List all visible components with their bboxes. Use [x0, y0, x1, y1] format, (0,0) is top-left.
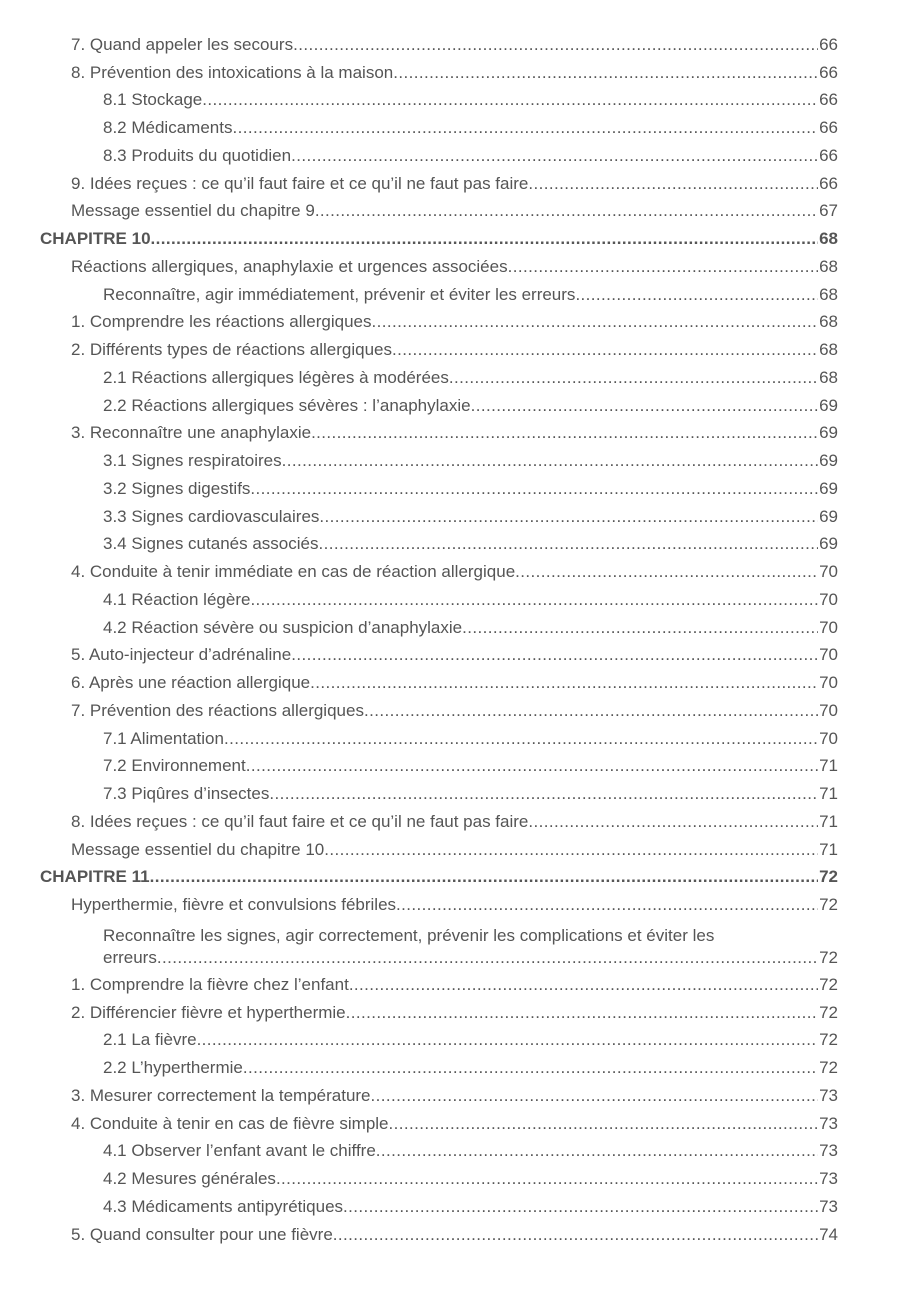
toc-page-number: 72: [819, 1002, 838, 1022]
toc-page-number: 72: [819, 1030, 838, 1050]
toc-section-entry[interactable]: [0, 59, 904, 87]
toc-page-number: 66: [819, 145, 838, 165]
toc-page-number: 74: [819, 1224, 838, 1244]
toc-entry-title: Réactions allergiques, anaphylaxie et urgences associées: [71, 256, 508, 276]
toc-entry-title: 7.2 Environnement: [103, 756, 246, 776]
table-of-contents: [0, 31, 904, 1249]
dot-leader: [202, 90, 818, 110]
toc-subsection-entry[interactable]: [0, 614, 904, 642]
dot-leader: [291, 645, 818, 665]
toc-entry-title: 4.3 Médicaments antipyrétiques: [103, 1196, 344, 1216]
toc-page-number: 72: [819, 974, 838, 994]
dot-leader: [310, 673, 818, 693]
toc-entry-title-continuation-line: [103, 948, 838, 968]
toc-subsection-entry[interactable]: [0, 1193, 904, 1221]
toc-entry-title: 7.3 Piqûres d’insectes: [103, 784, 270, 804]
toc-section-entry[interactable]: [0, 642, 904, 670]
toc-page-number: 73: [819, 1113, 838, 1133]
toc-page-number: 70: [819, 562, 838, 582]
toc-page-number: 73: [819, 1196, 838, 1216]
dot-leader: [396, 895, 818, 915]
toc-entry-title: 7. Prévention des réactions allergiques: [71, 700, 364, 720]
toc-subsection-entry[interactable]: [0, 1138, 904, 1166]
toc-subsection-entry[interactable]: [0, 919, 904, 971]
toc-page-number: 66: [819, 118, 838, 138]
toc-page-number: 69: [819, 506, 838, 526]
toc-entry-title: 3.3 Signes cardiovasculaires: [103, 506, 320, 526]
toc-page-number: 69: [819, 423, 838, 443]
toc-entry-title: 2. Différents types de réactions allergiques: [71, 340, 392, 360]
toc-section-entry[interactable]: [0, 1221, 904, 1249]
toc-subsection-entry[interactable]: [0, 725, 904, 753]
toc-section-entry[interactable]: [0, 336, 904, 364]
dot-leader: [315, 201, 818, 221]
toc-page-number: 66: [819, 173, 838, 193]
toc-page-number: 69: [819, 534, 838, 554]
toc-section-entry[interactable]: [0, 309, 904, 337]
toc-page-number: 71: [819, 839, 838, 859]
dot-leader: [575, 285, 818, 305]
toc-subsection-entry[interactable]: [0, 87, 904, 115]
toc-page-number: 71: [819, 784, 838, 804]
dot-leader: [372, 312, 819, 332]
toc-entry-title: 6. Après une réaction allergique: [71, 673, 311, 693]
toc-entry-title: 4.2 Mesures générales: [103, 1169, 276, 1189]
toc-page-number: 73: [819, 1085, 838, 1105]
toc-page-number: 68: [819, 367, 838, 387]
toc-subsection-entry[interactable]: [0, 447, 904, 475]
toc-section-entry[interactable]: [0, 669, 904, 697]
toc-entry-title: 7. Quand appeler les secours: [71, 34, 294, 54]
toc-entry-title: 2.2 L’hyperthermie: [103, 1058, 243, 1078]
dot-leader: [282, 451, 818, 471]
toc-section-entry[interactable]: [0, 1110, 904, 1138]
toc-entry-title: 4.1 Observer l’enfant avant le chiffre: [103, 1141, 376, 1161]
toc-subsection-entry[interactable]: [0, 586, 904, 614]
toc-section-entry[interactable]: [0, 836, 904, 864]
toc-section-entry[interactable]: [0, 971, 904, 999]
dot-leader: [528, 812, 818, 832]
toc-chapter-heading[interactable]: [0, 864, 904, 892]
toc-section-entry[interactable]: [0, 999, 904, 1027]
toc-entry-title: 2. Différencier fièvre et hyperthermie: [71, 1002, 346, 1022]
toc-subsection-entry[interactable]: [0, 1054, 904, 1082]
toc-page-number: 69: [819, 395, 838, 415]
toc-section-entry[interactable]: [0, 808, 904, 836]
toc-page-number: 66: [819, 90, 838, 110]
toc-section-entry[interactable]: [0, 420, 904, 448]
dot-leader: [324, 840, 818, 860]
toc-subsection-entry[interactable]: [0, 1165, 904, 1193]
toc-subsection-entry[interactable]: [0, 142, 904, 170]
toc-page-number: 68: [819, 340, 838, 360]
toc-page-number: 68: [819, 256, 838, 276]
toc-subsection-entry[interactable]: [0, 531, 904, 559]
dot-leader: [364, 701, 818, 721]
toc-subsection-entry[interactable]: [0, 364, 904, 392]
toc-section-entry[interactable]: [0, 558, 904, 586]
toc-page-number: 70: [819, 728, 838, 748]
toc-entry-title: 1. Comprendre les réactions allergiques: [71, 312, 372, 332]
toc-entry-title: 8.1 Stockage: [103, 90, 203, 110]
toc-entry-title: 5. Auto-injecteur d’adrénaline: [71, 645, 292, 665]
dot-leader: [243, 1058, 818, 1078]
dot-leader: [389, 1114, 818, 1134]
toc-page-number: 68: [819, 312, 838, 332]
toc-section-entry[interactable]: [0, 253, 904, 281]
toc-section-entry[interactable]: [0, 891, 904, 919]
toc-page-number: 73: [819, 1141, 838, 1161]
toc-entry-title: Hyperthermie, fièvre et convulsions fébriles: [71, 895, 397, 915]
toc-entry-title: 4. Conduite à tenir immédiate en cas de réaction allergique: [71, 562, 516, 582]
toc-subsection-entry[interactable]: [0, 475, 904, 503]
toc-entry-title: 8.2 Médicaments: [103, 118, 233, 138]
toc-page-number: 66: [819, 62, 838, 82]
dot-leader: [293, 35, 818, 55]
toc-section-entry[interactable]: [0, 697, 904, 725]
dot-leader: [276, 1169, 818, 1189]
toc-entry-title: 2.2 Réactions allergiques sévères : l’anaphylaxie: [103, 395, 471, 415]
toc-entry-title: 7.1 Alimentation: [103, 728, 224, 748]
toc-entry-title: 2.1 La fièvre: [103, 1030, 197, 1050]
toc-entry-title: 8.3 Produits du quotidien: [103, 145, 292, 165]
dot-leader: [269, 784, 818, 804]
toc-page-number: 68: [819, 229, 838, 249]
toc-entry-title: 9. Idées reçues : ce qu’il faut faire et ce qu’il ne faut pas faire: [71, 173, 529, 193]
dot-leader: [528, 174, 818, 194]
dot-leader: [250, 590, 818, 610]
toc-subsection-entry[interactable]: [0, 780, 904, 808]
dot-leader: [157, 948, 818, 968]
toc-section-entry[interactable]: [0, 31, 904, 59]
toc-entry-title: Message essentiel du chapitre 9: [71, 201, 315, 221]
dot-leader: [371, 1086, 818, 1106]
toc-entry-wrapped-title: [103, 926, 838, 968]
toc-subsection-entry[interactable]: [0, 503, 904, 531]
dot-leader: [311, 423, 818, 443]
dot-leader: [471, 396, 818, 416]
toc-subsection-entry[interactable]: [0, 1027, 904, 1055]
toc-page-number: 72: [819, 948, 838, 967]
toc-page-number: 70: [819, 673, 838, 693]
dot-leader: [197, 1030, 818, 1050]
dot-leader: [291, 146, 818, 166]
toc-entry-title: 8. Prévention des intoxications à la maison: [71, 62, 394, 82]
toc-entry-title: CHAPITRE 11: [40, 867, 150, 887]
toc-section-entry[interactable]: [0, 1082, 904, 1110]
toc-entry-title: 3. Mesurer correctement la température: [71, 1085, 371, 1105]
dot-leader: [151, 229, 818, 249]
toc-page-number: 72: [819, 867, 838, 887]
toc-subsection-entry[interactable]: [0, 281, 904, 309]
dot-leader: [515, 562, 818, 582]
toc-page-number: 73: [819, 1169, 838, 1189]
toc-page-number: 69: [819, 451, 838, 471]
toc-page-number: 72: [819, 895, 838, 915]
dot-leader: [318, 534, 818, 554]
dot-leader: [393, 63, 818, 83]
toc-page-number: 70: [819, 700, 838, 720]
toc-page-number: 70: [819, 645, 838, 665]
dot-leader: [508, 257, 818, 277]
dot-leader: [343, 1197, 818, 1217]
toc-section-entry[interactable]: [0, 170, 904, 198]
toc-entry-title: 5. Quand consulter pour une fièvre: [71, 1224, 333, 1244]
toc-page-number: 70: [819, 589, 838, 609]
toc-entry-title: 8. Idées reçues : ce qu’il faut faire et ce qu’il ne faut pas faire: [71, 811, 529, 831]
toc-entry-title: 3.1 Signes respiratoires: [103, 451, 282, 471]
dot-leader: [250, 479, 818, 499]
dot-leader: [449, 368, 818, 388]
toc-entry-title-continuation: erreurs: [103, 948, 157, 967]
dot-leader: [333, 1225, 818, 1245]
dot-leader: [224, 729, 818, 749]
dot-leader: [232, 118, 818, 138]
toc-entry-title: Message essentiel du chapitre 10: [71, 839, 325, 859]
toc-subsection-entry[interactable]: [0, 114, 904, 142]
toc-page-number: 69: [819, 478, 838, 498]
toc-entry-title: 3.4 Signes cutanés associés: [103, 534, 319, 554]
dot-leader: [319, 507, 818, 527]
toc-chapter-heading[interactable]: [0, 225, 904, 253]
toc-entry-title: 1. Comprendre la fièvre chez l’enfant: [71, 974, 349, 994]
toc-entry-title: 4.2 Réaction sévère ou suspicion d’anaphylaxie: [103, 617, 463, 637]
toc-page-number: 66: [819, 34, 838, 54]
dot-leader: [349, 975, 818, 995]
toc-page-number: 70: [819, 617, 838, 637]
toc-entry-title: 2.1 Réactions allergiques légères à modérées: [103, 367, 449, 387]
toc-entry-title: CHAPITRE 10: [40, 229, 151, 249]
toc-entry-title: Reconnaître les signes, agir correctement, prévenir les complications et éviter les: [103, 926, 715, 945]
toc-page-number: 72: [819, 1058, 838, 1078]
toc-entry-title: 4.1 Réaction légère: [103, 589, 251, 609]
toc-subsection-entry[interactable]: [0, 392, 904, 420]
toc-entry-title: 3.2 Signes digestifs: [103, 478, 251, 498]
toc-subsection-entry[interactable]: [0, 753, 904, 781]
toc-section-entry[interactable]: [0, 198, 904, 226]
toc-page-number: 71: [819, 756, 838, 776]
dot-leader: [346, 1003, 818, 1023]
toc-entry-title: Reconnaître, agir immédiatement, prévenir et éviter les erreurs: [103, 284, 576, 304]
dot-leader: [246, 756, 818, 776]
toc-entry-title: 4. Conduite à tenir en cas de fièvre simple: [71, 1113, 389, 1133]
dot-leader: [376, 1141, 818, 1161]
toc-page-number: 68: [819, 284, 838, 304]
toc-page-number: 71: [819, 811, 838, 831]
dot-leader: [462, 618, 818, 638]
dot-leader: [392, 340, 818, 360]
dot-leader: [150, 867, 818, 887]
toc-entry-title: 3. Reconnaître une anaphylaxie: [71, 423, 312, 443]
toc-page-number: 67: [819, 201, 838, 221]
